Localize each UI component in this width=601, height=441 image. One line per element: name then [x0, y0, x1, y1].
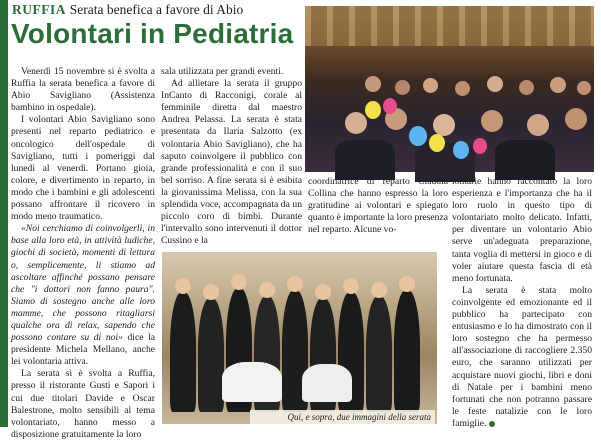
paragraph: sala utilizzata per grandi eventi. — [161, 66, 284, 77]
paragraph: coordinatrice di reparto Claudia Collina che hanno espresso la loro gratitudine ai volontari e spiegato quanto è importante la loro presenza nel reparto. Alcune vo- — [308, 176, 448, 236]
paragraph: Ad allietare la serata il gruppo InCanto di Racconigi, corale al femminile diretta dal maestro Andrea Pelassa. La serata è stata presentata da Ilaria Salzotto (ex volontaria Abio Savigliano), che ha saputo coinvolgere il pubblico con grande professionalità e con il suo bel sorriso. A fine serata si è esibita la giovanissima Melissa, con la sua splendida voce, accompagnata da un piccolo coro di bimbi. Durante l'intervallo sono intervenuti il dottor Cussino e la — [161, 78, 302, 247]
paragraph: lontarie hanno raccontato la loro esperienza e l'importanza che ha il loro ruolo in questo tipo di volontariato molto delicato. Infatti, per diventare un volontario Abio serve un'adeguata preparazione, tanta voglia di mettersi in gioco e di voler aiutare questa fascia di età meno fortunata. — [452, 176, 592, 284]
paragraph-text: La serata è stata molto coinvolgente ed emozionante ed il pubblico ha partecipato con entusiasmo e lo ha dimostrato con il loro sostegno che ha permesso all'associazione di raccogliere 2.350 euro, che saranno utilizzati per acquistare nuovi giochi, libri e doni di Natale per i bambini meno fortunati che non potranno passare le feste natalizie con le loro famiglie. — [452, 284, 592, 429]
paragraph: I volontari Abio Savigliano sono presenti nel reparto pediatrico e oncologico dell'ospedale di Savigliano, tutti i pomeriggi dal lunedì al venerdì. Portano gioia, colore, e divertimento in reparto, in modo che i bambini e gli adolescenti possano affrontare il ricovero in modo meno traumatico. — [11, 114, 155, 223]
paragraph: Venerdì 15 novembre si è svolta a Ruffia la serata benefica a favore di Abio Savigliano (Assistenza bambino in ospedale). — [11, 66, 155, 114]
balloon-yellow — [365, 101, 381, 119]
paragraph: La serata si è svolta a Ruffia, presso il ristorante Gusti e Sapori i cui due titolari Davide e Oscar Balestrone, molto sensibili al tema volontariato, hanno messo a disposizione gratuitamente la loro — [11, 368, 155, 440]
paragraph-quote — [11, 223, 155, 368]
article-column-2 — [161, 66, 302, 276]
article-column-4 — [452, 176, 592, 429]
end-mark-icon — [489, 421, 495, 427]
kicker — [12, 2, 243, 18]
balloon-pink — [383, 98, 397, 114]
headline: Volontari in Pediatria — [11, 18, 294, 49]
kicker-place: RUFFIA — [12, 2, 66, 17]
ceiling-lights — [305, 6, 594, 46]
balloon-blue-2 — [453, 141, 469, 159]
kicker-subtitle: Serata benefica a favore di Abio — [69, 2, 244, 17]
photo-audience — [305, 6, 594, 172]
article-column-1 — [11, 66, 156, 440]
crowd-front — [305, 106, 594, 172]
paragraph — [452, 285, 592, 430]
quote-text: «Noi cerchiamo di coinvolgerli, in base alla loro età, in attività ludiche, giochi di società, momenti di lettura o, semplicemente, li stiamo ad ascoltare affinché possano pensare che "i dottori non fanno paura". Siamo di sostegno anche alle loro mamme, che possono ritagliarsi qualche ora di relax, sapendo che possono contare su di noi» — [11, 223, 155, 344]
balloon-pink-2 — [473, 138, 487, 154]
balloon-blue — [409, 126, 427, 146]
accent-bar — [0, 0, 8, 427]
crowd-back — [305, 76, 594, 106]
quote-attribution: dice la presidente Michela Mellano, anche lei volontaria attiva. — [11, 332, 156, 368]
photo-caption: Qui, e sopra, due immagini della serata — [250, 410, 435, 424]
photo-choir — [162, 252, 437, 424]
balloon-yellow-2 — [429, 134, 445, 152]
article-column-3 — [308, 176, 448, 248]
